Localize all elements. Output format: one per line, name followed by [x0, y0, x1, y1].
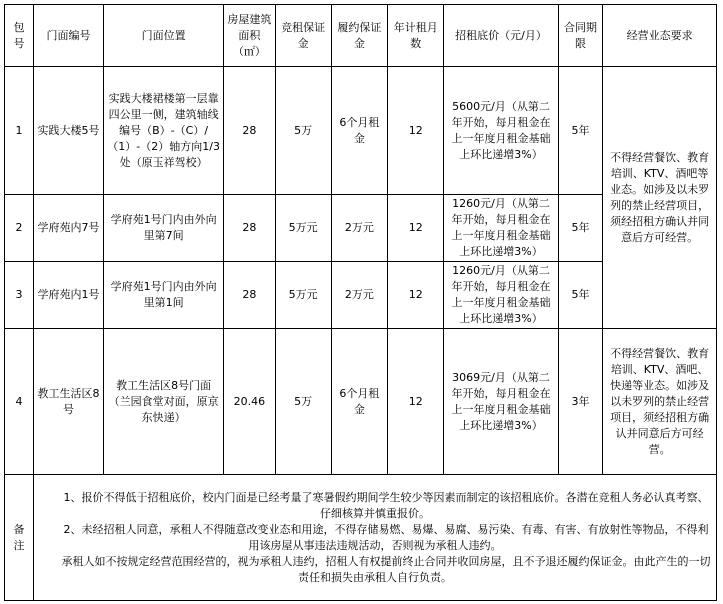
cell-performance-deposit: 2万元: [331, 195, 388, 262]
cell-area: 28: [224, 195, 276, 262]
cell-rent-months: 12: [388, 195, 444, 262]
table-row: [5, 67, 717, 195]
cell-shop-id: 教工生活区8号: [33, 329, 103, 475]
note-item: 2、未经招租人同意，承租人不得随意改变业态和用途，不得存储易燃、易爆、易腐、易污染、有毒、有害、有放射性等物品，不得利用该房屋从事违法违规活动，否则视为承租人违约。: [63, 522, 709, 552]
cell-reserve-price: 3069元/月（从第二年开始，每月租金在上一年度月租金基础上环比递增3%）: [444, 329, 559, 475]
cell-contract-term: 5年: [558, 195, 602, 262]
note-item: 1、报价不得低于招租底价，校内门面是已经考量了寒暑假约期间学生较少等因素而制定的该招租底价。各潜在竞租人务必认真考察、仔细核算并慎重报价。: [63, 490, 709, 520]
rental-table: [4, 4, 717, 601]
cell-bid-deposit: 5万: [275, 329, 331, 475]
cell-package: 3: [5, 262, 34, 329]
header-area: 房屋建筑面积（㎡）: [224, 5, 276, 67]
cell-package: 1: [5, 67, 34, 195]
cell-rent-months: 12: [388, 67, 444, 195]
cell-contract-term: 5年: [558, 67, 602, 195]
cell-contract-term: 5年: [558, 262, 602, 329]
cell-bid-deposit: 5万元: [275, 262, 331, 329]
cell-performance-deposit: 6个月租金: [331, 329, 388, 475]
cell-area: 20.46: [224, 329, 276, 475]
cell-bid-deposit: 5万元: [275, 195, 331, 262]
cell-shop-id: 学府苑内1号: [33, 262, 103, 329]
notes-content: [33, 475, 716, 601]
cell-shop-id: 学府苑内7号: [33, 195, 103, 262]
cell-location: 教工生活区8号门面（兰园食堂对面，原京东快递）: [104, 329, 224, 475]
header-bid-deposit: 竞租保证金: [275, 5, 331, 67]
header-shop-location: 门面位置: [104, 5, 224, 67]
cell-rent-months: 12: [388, 329, 444, 475]
cell-performance-deposit: 6个月租金: [331, 67, 388, 195]
header-performance-deposit: 履约保证金: [331, 5, 388, 67]
cell-reserve-price: 5600元/月（从第二年开始，每月租金在上一年度月租金基础上环比递增3%）: [444, 67, 559, 195]
cell-bid-deposit: 5万: [275, 67, 331, 195]
header-package: 包号: [5, 5, 34, 67]
cell-location: 学府苑1号门内由外向里第7间: [104, 195, 224, 262]
cell-reserve-price: 1260元/月（从第二年开始，每月租金在上一年度月租金基础上环比递增3%）: [444, 262, 559, 329]
header-shop-id: 门面编号: [33, 5, 103, 67]
cell-contract-term: 3年: [558, 329, 602, 475]
header-row: [5, 5, 717, 67]
note-item: 承租人如不按规定经营范围经营的，视为承租人违约，招租人有权提前终止合同并收回房屋，且不予退还履约保证金。由此产生的一切责任和损失由承租人自行负责。: [61, 554, 711, 584]
header-requirements: 经营业态要求: [603, 5, 717, 67]
cell-area: 28: [224, 67, 276, 195]
cell-package: 2: [5, 195, 34, 262]
cell-area: 28: [224, 262, 276, 329]
cell-package: 4: [5, 329, 34, 475]
cell-performance-deposit: 2万元: [331, 262, 388, 329]
cell-requirements-1-3: 不得经营餐饮、教育培训、KTV、酒吧等业态。如涉及以未罗列的禁止经营项目，须经招租方确认并同意后方可经营。: [603, 67, 717, 329]
cell-location: 实践大楼裙楼第一层靠四公里一侧，建筑轴线编号（B）-（C）/（1）-（2）轴方向1/3处（原玉祥驾校）: [104, 67, 224, 195]
cell-reserve-price: 1260元/月（从第二年开始，每月租金在上一年度月租金基础上环比递增3%）: [444, 195, 559, 262]
cell-shop-id: 实践大楼5号: [33, 67, 103, 195]
cell-rent-months: 12: [388, 262, 444, 329]
notes-row: [5, 475, 717, 601]
cell-location: 学府苑1号门内由外向里第1间: [104, 262, 224, 329]
notes-label: 备注: [5, 475, 34, 601]
header-reserve-price: 招租底价（元/月）: [444, 5, 559, 67]
header-contract-term: 合同期限: [558, 5, 602, 67]
header-rent-months: 年计租月数: [388, 5, 444, 67]
table-row: [5, 329, 717, 475]
cell-requirements-4: 不得经营餐饮、教育培训、KTV、酒吧、快递等业态。如涉及以未罗列的禁止经营项目，须经招租方确认并同意后方可经营。: [603, 329, 717, 475]
